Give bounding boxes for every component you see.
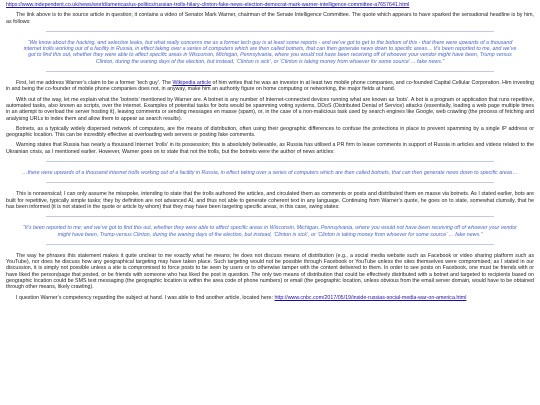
wikipedia-link[interactable]: Wikipedia article [172,80,212,87]
divider [46,216,494,217]
divider [46,182,494,183]
paragraph-competency [6,295,534,301]
paragraph-text: First, let me address Warner’s claim to be a former ‘tech guy’. The [16,80,173,87]
divider [46,244,494,245]
intro-paragraph: The link above is to the source article in question; it contains a video of Senator Mark Warner, chairman of the Senate Intelligence Committee. The quote which appears to have sparked the sensational headline is by him, as follows: [6,12,534,25]
cnbc-link[interactable]: http://www.cnbc.com/2017/05/19/inside-russias-social-media-war-on-america.html [274,294,467,301]
paragraph-phrasing: The way he phrases this statement makes it quite unclear to me exactly what he means; he does not discuss means of distribution (e.g., a social media website such as Facebook or video sharing platform such as YouTube), nor does he discuss how any geographical targeting may have taken place. Such targeting would not be possible through Facebook or YouTube unless the sites themselves were compromised; as I stated in our discussion, it is simply not possible unless a site is compromised to force posts to be seen by users or to otherwise tamper with the content delivered to them. In order to see posts on Facebook, one must be friends with or have liked the person/page that posted, or be friends with someone who has liked the post in question. The only two means of distribution that could be effectively distributed with a botnet and targeted to recipients based on geographic location could be SMS text messaging (the geographic location is within the area code of phone numbers) or email (the geographic location, unless obvious from the email server domain, would have to be obtained through other means, likely crawling). [6,252,534,291]
quote-block-2: …there were upwards of a thousand internet trolls working out of a facility in Russia, in effect taking over a series of computers which are then called botnets, that can then generate news down to specific areas… [22,170,518,177]
paragraph-text: of him writes that he was an investor in at least two mobile phone companies, and co-founded Capital Cellular Corporation. Him investing in and being the co-founder of mobile phone companies does not, in anyway, make him an authority figure on home computing or networking, the major fields at hand. [6,80,534,93]
paragraph-botnets: With out of the way, let me explain what the ‘botnets’ mentioned by Warner are. A botnet is any number of Internet-connected devices running what are known as ‘bots’. A bot is a program or application that runs repetitive, automated tasks, also known as scripts, over the internet. Examples of potential tasks for bots would be spamming voting systems, DDoS (Distributed Denial of Service) attacks (essentially, loading a web page multiple times in an attempt to overload the server hosting it), leaving comments or sending messages en masse (spam), or, in the case of a non-malicious task used by search engines like Google, web crawling (the process of fetching and analysing URLs to index them and allow them to appear as search results). [6,96,534,122]
quote-block-3: “It’s been reported to me; and we’ve got to find this out, whether they were able to affect specific areas in Wisconsin, Michigan, Pennsylvania, where you would not have been receiving off of whoever your vendor might have been, Trump versus Clinton, during the waning days of the election, but instead, ‘Clinton is sick’, or ‘Clinton is taking money from whoever for some source’ … fake news.” [23,225,517,238]
quote-block-1: “We know about the hacking, and selective leaks, but what really concerns me as a former tech guy is at least some reports - and we’ve got to get to the bottom of this - that there were upwards of a thousand internet trolls working out of a facility in Russia, in effect taking over a series of computers which are then called botnets, that can then generate news down to specific areas… It’s been reported to me, and we’ve got to find this out, whether they were able to affect specific areas in Wisconsin, Michigan, Pennsylvania, where you would not have been receiving off of whoever your vendor might have been, Trump versus Clinton, during the waning days of the election, but instead, ‘Clinton is sick’, or ‘Clinton is taking money from whoever for some source’ ... fake news.” [23,39,517,65]
divider [46,161,494,162]
paragraph-nonsensical: This is nonsensical; I can only assume he misspoke, intending to state that the trolls authored the articles, and circulated them as comments or posts and distributed them en masse via botnets. As I stated earlier, bots are built for repetitive, typically simple tasks; they by definition are not advanced AI, and thus not able to generate coherent text in any language. Continuing from Warner’s quote, he goes on to state, somewhat clumsily, that he has been informed (it is not stated in the quote or article by whom) that they may have been targeting specific areas, in this case, swing states: [6,191,534,210]
paragraph-tech-guy [6,80,534,93]
paragraph-distribution: Botnets, as a typically widely dispersed network of computers, are the means of distribution, often using their geographic differences to confuse the protections in place to prevent spamming by a single IP address or geographic location. This can be incredibly effective at overloading web servers or posting fake comments. [6,125,534,139]
source-url-link[interactable]: https://www.independent.co.uk/news/world/americas/us-politics/russian-trolls-hilary-clinton-fake-news-election-democrat-mark-warner-intelligence-committee-a7657641.html [6,2,410,8]
divider [46,31,494,32]
paragraph-trolls: Warning states that Russia has nearly a thousand Internet ‘trolls’ in its possession; this is absolutely believable, as Russia has utilised a PR firm to leave comments in support of Russia in articles and videos related to the Ukrainian crisis, as I mentioned earlier. However, Warner goes on to state that not the trolls, but the botnets were the author of news articles: [6,142,534,155]
source-url-line [6,2,534,8]
divider [46,71,494,72]
paragraph-text: I question Warner’s competency regarding the subject at hand. I was able to find another article, located here: [16,294,275,301]
